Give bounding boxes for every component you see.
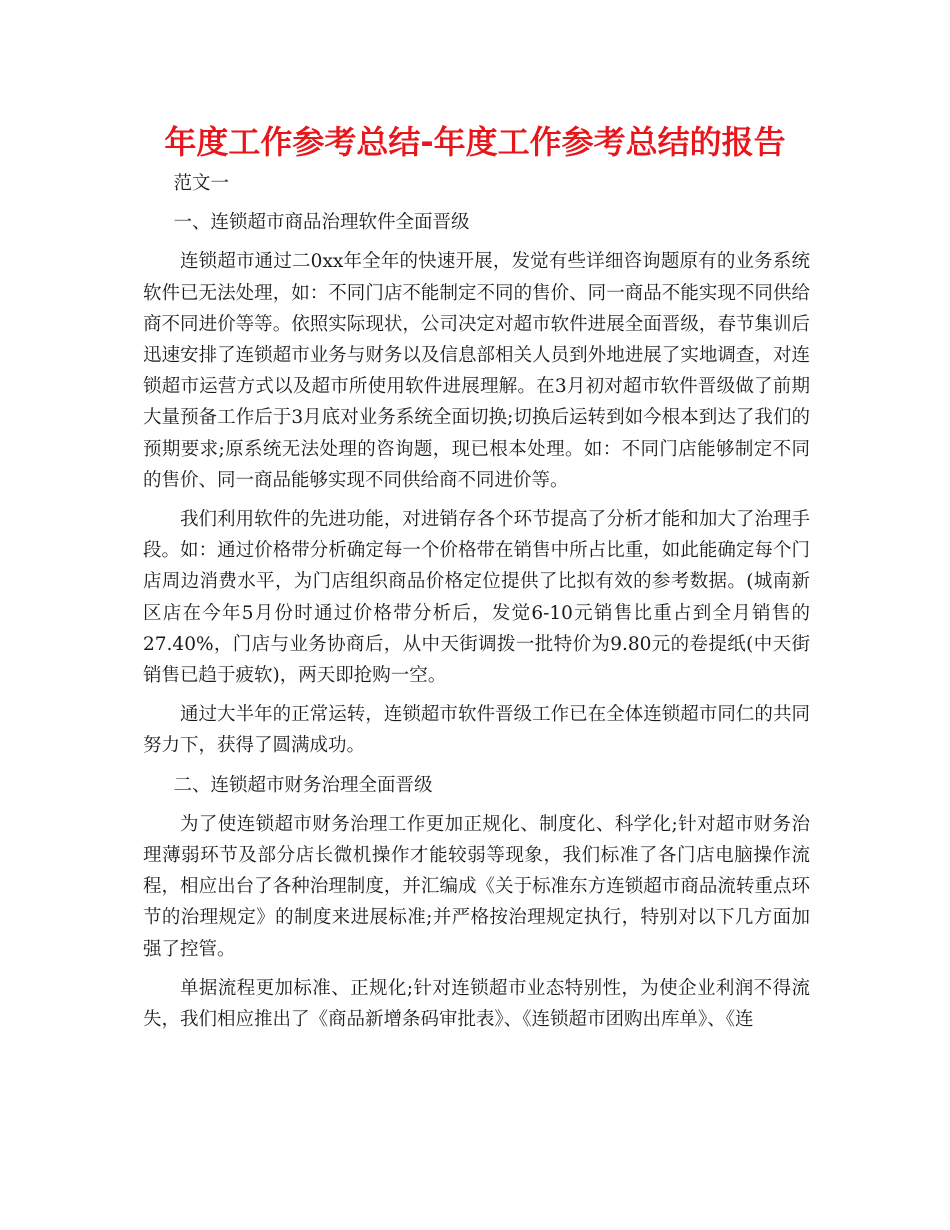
document-body <box>143 168 810 1043</box>
document-title: 年度工作参考总结-年度工作参考总结的报告 <box>164 123 786 161</box>
paragraph-sample-label: 范文一 <box>173 173 230 194</box>
paragraph: 单据流程更加标准、正规化;针对连锁超市业态特别性，为使企业利润不得流失，我们相应推出了《商品新增条码审批表》、《连锁超市团购出库单》、《连 <box>143 977 810 1031</box>
section-heading-2: 二、连锁超市财务治理全面晋级 <box>173 774 433 796</box>
section-heading-1: 一、连锁超市商品治理软件全面晋级 <box>173 212 470 234</box>
paragraph: 连锁超市通过二0xx年全年的快速开展，发觉有些详细咨询题原有的业务系统软件已无法处理，如：不同门店不能制定不同的售价、同一商品不能实现不同供给商不同进价等等。依照实际现状，公司决定对超市软件进展全面晋级，春节集训后迅速安排了连锁超市业务与财务以及信息部相关人员到外地进展了实地调查，对连锁超市运营方式以及超市所使用软件进展理解。在3月初对超市软件晋级做了前期大量预备工作后于3月底对业务系统全面切换;切换后运转到如今根本到达了我们的预期要求;原系统无法处理的咨询题，现已根本处理。如：不同门店能够制定不同的售价、同一商品能够实现不同供给商不同进价等。 <box>143 251 810 491</box>
paragraph: 我们利用软件的先进功能，对进销存各个环节提高了分析才能和加大了治理手段。如：通过价格带分析确定每一个价格带在销售中所占比重，如此能确定每个门店周边消费水平，为门店组织商品价格定位提供了比拟有效的参考数据。(城南新区店在今年5月份时通过价格带分析后，发觉6-10元销售比重占到全月销售的27.40%，门店与业务协商后，从中天街调拨一批特价为9.80元的卷提纸(中天街销售已趋于疲软)，两天即抢购一空。 <box>143 509 810 687</box>
paragraph: 为了使连锁超市财务治理工作更加正规化、制度化、科学化;针对超市财务治理薄弱环节及部分店长微机操作才能较弱等现象，我们标准了各门店电脑操作流程，相应出台了各种治理制度，并汇编成《关于标准东方连锁超市商品流转重点环节的治理规定》的制度来进展标准;并严格按治理规定执行，特别对以下几方面加强了控管。 <box>143 813 810 960</box>
paragraph: 通过大半年的正常运转，连锁超市软件晋级工作已在全体连锁超市同仁的共同努力下，获得了圆满成功。 <box>143 704 810 757</box>
